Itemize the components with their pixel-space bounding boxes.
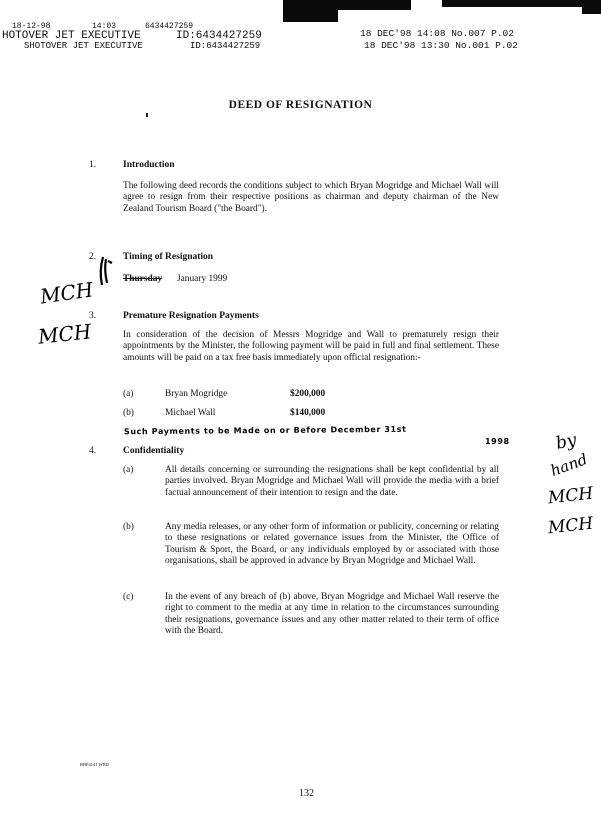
section-number: 1. xyxy=(89,160,97,170)
handwritten-note: hand xyxy=(548,450,590,480)
fax-sender: SHOTOVER JET EXECUTIVE xyxy=(24,41,143,51)
section-body: In consideration of the decision of Messrs Mogridge and Wall to prematurely resign their appointments by the Minister, the following payment will be paid in full and final settlement. These amounts will be paid on a tax free basis immediately upon official resignation:- xyxy=(123,330,499,363)
payment-amount: $200,000 xyxy=(290,389,326,399)
fax-sender: HOTOVER JET EXECUTIVE xyxy=(2,30,141,42)
section-number: 4. xyxy=(89,446,97,456)
fax-header-bar xyxy=(442,0,582,7)
clause-label: (a) xyxy=(123,465,134,475)
handwritten-initials: MCH xyxy=(36,319,93,349)
fax-phone: 6434427259 xyxy=(145,22,194,31)
payment-name: Michael Wall xyxy=(165,408,216,418)
fax-header-bar xyxy=(283,0,338,22)
fax-sender-id: ID:6434427259 xyxy=(190,41,261,51)
handwritten-initials: MCH xyxy=(38,277,95,309)
fax-date: 18-12-98 xyxy=(12,22,51,31)
payment-name: Bryan Mogridge xyxy=(165,389,228,399)
fax-transmission-line: 18 DEC'98 14:08 No.007 P.02 xyxy=(360,28,514,39)
fax-header-bar xyxy=(582,0,601,14)
resignation-date: January 1999 xyxy=(177,274,228,284)
fax-sender-id: ID:6434427259 xyxy=(176,30,262,42)
section-number: 3. xyxy=(89,311,97,321)
section-heading: Introduction xyxy=(123,160,175,170)
document-title: DEED OF RESIGNATION xyxy=(228,99,373,111)
stray-mark xyxy=(146,113,148,117)
handwritten-initials: MCH xyxy=(547,513,595,539)
clause-label: (c) xyxy=(123,592,134,602)
fax-header-bar xyxy=(338,0,411,10)
fax-time: 14:03 xyxy=(92,22,117,31)
section-heading: Confidentiality xyxy=(123,446,185,456)
resignation-day: Thursday xyxy=(123,274,163,284)
handwritten-note: by xyxy=(554,430,579,454)
payment-label: (a) xyxy=(123,389,134,399)
handwritten-initials: MCH xyxy=(547,483,595,509)
section-heading: Timing of Resignation xyxy=(123,252,214,262)
fax-transmission-line: 18 DEC'98 13:30 No.001 P.02 xyxy=(364,40,518,51)
clause-text: All details concerning or surrounding the resignations shall be kept confidential by all parties involved. Bryan Mogridge and Michael Wall will provide the media with a brief factual announcement of their intention to resign and the date. xyxy=(165,465,499,498)
clause-label: (b) xyxy=(123,522,134,532)
clause-text: Any media releases, or any other form of information or publicity, concerning or relating to these resignations or related governance issues from the Minister, the Office of Tourism & Sport, the Board, or any individuals employed by or associated with those organisations, shall be approved in advance by Bryan Mogridge and Michael Wall. xyxy=(165,522,499,566)
clause-text: In the event of any breach of (b) above, Bryan Mogridge and Michael Wall reserve the right to comment to the media at any time in relation to the circumstances surrounding their resignations, governance issues and any other matter related to their term of office with the Board. xyxy=(165,592,499,636)
handwritten-payment-note: 1998 xyxy=(485,437,510,446)
page-number: 132 xyxy=(299,788,314,799)
payment-label: (b) xyxy=(123,408,134,418)
section-heading: Premature Resignation Payments xyxy=(123,311,259,321)
section-body: The following deed records the conditions subject to which Bryan Mogridge and Michael Wall will agree to resign from their respective positions as chairman and deputy chairman of the New Zealand Tourism Board ("the Board"). xyxy=(123,181,499,214)
handwritten-bracket-mark xyxy=(97,255,117,287)
payment-amount: $140,000 xyxy=(290,408,326,418)
handwritten-payment-note: Such Payments to be Made on or Before December 31st xyxy=(123,424,407,437)
section-number: 2. xyxy=(89,252,97,262)
document-reference: RBP4141 WBD xyxy=(80,762,110,767)
